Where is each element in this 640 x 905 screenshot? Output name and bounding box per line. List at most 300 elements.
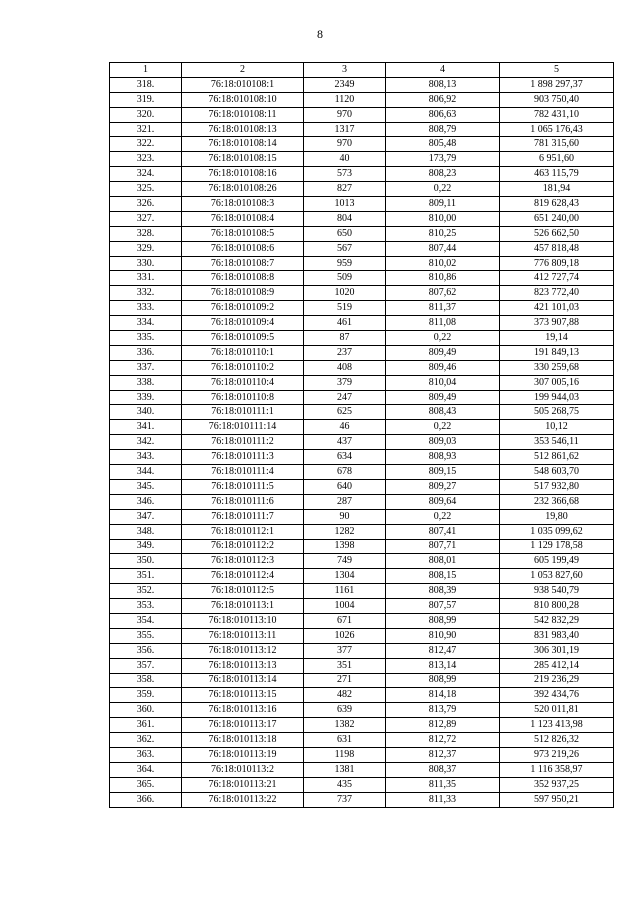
row-number-cell: 329. [110,241,182,256]
table-row [110,539,614,554]
rate-cell: 811,08 [386,316,500,331]
row-number-cell: 332. [110,286,182,301]
cadastral-number-cell: 76:18:010108:4 [182,211,304,226]
header-col-1: 1 [110,63,182,78]
rate-cell: 812,37 [386,747,500,762]
area-cell: 1398 [304,539,386,554]
rate-cell: 808,43 [386,405,500,420]
rate-cell: 173,79 [386,152,500,167]
table-row [110,658,614,673]
cadastral-number-cell: 76:18:010113:21 [182,777,304,792]
cadastral-number-cell: 76:18:010111:2 [182,435,304,450]
row-number-cell: 341. [110,420,182,435]
row-number-cell: 320. [110,107,182,122]
rate-cell: 810,02 [386,256,500,271]
cadastral-number-cell: 76:18:010108:7 [182,256,304,271]
area-cell: 2349 [304,77,386,92]
value-cell: 181,94 [500,182,614,197]
table-row [110,554,614,569]
cadastral-number-cell: 76:18:010111:4 [182,465,304,480]
value-cell: 542 832,29 [500,613,614,628]
value-cell: 782 431,10 [500,107,614,122]
cadastral-number-cell: 76:18:010108:11 [182,107,304,122]
area-cell: 1381 [304,762,386,777]
value-cell: 10,12 [500,420,614,435]
page-number: 8 [317,27,323,41]
row-number-cell: 349. [110,539,182,554]
header-col-3: 3 [304,63,386,78]
table-row [110,137,614,152]
table-row [110,286,614,301]
area-cell: 1161 [304,584,386,599]
value-cell: 938 540,79 [500,584,614,599]
cadastral-number-cell: 76:18:010111:3 [182,450,304,465]
row-number-cell: 336. [110,345,182,360]
value-cell: 421 101,03 [500,301,614,316]
table-row [110,331,614,346]
table-row [110,479,614,494]
row-number-cell: 328. [110,226,182,241]
row-number-cell: 364. [110,762,182,777]
value-cell: 330 259,68 [500,360,614,375]
area-cell: 1304 [304,569,386,584]
table-row [110,777,614,792]
value-cell: 1 898 297,37 [500,77,614,92]
cadastral-number-cell: 76:18:010110:1 [182,345,304,360]
value-cell: 819 628,43 [500,197,614,212]
table-row [110,375,614,390]
table-row [110,77,614,92]
row-number-cell: 339. [110,390,182,405]
row-number-cell: 361. [110,718,182,733]
cadastral-number-cell: 76:18:010111:1 [182,405,304,420]
area-cell: 1198 [304,747,386,762]
cadastral-number-cell: 76:18:010108:26 [182,182,304,197]
cadastral-number-cell: 76:18:010108:15 [182,152,304,167]
row-number-cell: 338. [110,375,182,390]
row-number-cell: 330. [110,256,182,271]
value-cell: 1 035 099,62 [500,524,614,539]
row-number-cell: 351. [110,569,182,584]
rate-cell: 806,92 [386,92,500,107]
cadastral-number-cell: 76:18:010112:3 [182,554,304,569]
rate-cell: 805,48 [386,137,500,152]
area-cell: 437 [304,435,386,450]
area-cell: 1013 [304,197,386,212]
row-number-cell: 356. [110,643,182,658]
table-row [110,92,614,107]
row-number-cell: 334. [110,316,182,331]
table-row [110,152,614,167]
row-number-cell: 344. [110,465,182,480]
table-header-row [110,63,614,78]
rate-cell: 0,22 [386,331,500,346]
cadastral-number-cell: 76:18:010109:5 [182,331,304,346]
area-cell: 567 [304,241,386,256]
cadastral-number-cell: 76:18:010109:4 [182,316,304,331]
table-row [110,405,614,420]
value-cell: 353 546,11 [500,435,614,450]
rate-cell: 810,25 [386,226,500,241]
area-cell: 351 [304,658,386,673]
row-number-cell: 343. [110,450,182,465]
table-row [110,211,614,226]
row-number-cell: 362. [110,733,182,748]
area-cell: 737 [304,792,386,807]
value-cell: 19,80 [500,509,614,524]
value-cell: 412 727,74 [500,271,614,286]
value-cell: 373 907,88 [500,316,614,331]
value-cell: 973 219,26 [500,747,614,762]
table-row [110,316,614,331]
header-col-4: 4 [386,63,500,78]
row-number-cell: 352. [110,584,182,599]
table-row [110,584,614,599]
rate-cell: 809,64 [386,494,500,509]
value-cell: 1 123 413,98 [500,718,614,733]
table-row [110,167,614,182]
table-row [110,301,614,316]
row-number-cell: 337. [110,360,182,375]
cadastral-number-cell: 76:18:010108:13 [182,122,304,137]
table-row [110,345,614,360]
table-row [110,509,614,524]
cadastral-number-cell: 76:18:010112:1 [182,524,304,539]
rate-cell: 810,86 [386,271,500,286]
cadastral-number-cell: 76:18:010108:14 [182,137,304,152]
row-number-cell: 359. [110,688,182,703]
value-cell: 285 412,14 [500,658,614,673]
area-cell: 408 [304,360,386,375]
area-cell: 959 [304,256,386,271]
rate-cell: 807,62 [386,286,500,301]
value-cell: 903 750,40 [500,92,614,107]
area-cell: 287 [304,494,386,509]
value-cell: 512 861,62 [500,450,614,465]
area-cell: 804 [304,211,386,226]
row-number-cell: 319. [110,92,182,107]
cadastral-number-cell: 76:18:010108:6 [182,241,304,256]
rate-cell: 808,79 [386,122,500,137]
rate-cell: 810,90 [386,628,500,643]
rate-cell: 814,18 [386,688,500,703]
cadastral-number-cell: 76:18:010108:8 [182,271,304,286]
table-row [110,360,614,375]
rate-cell: 810,04 [386,375,500,390]
table-row [110,703,614,718]
area-cell: 46 [304,420,386,435]
table-row [110,271,614,286]
row-number-cell: 318. [110,77,182,92]
rate-cell: 809,15 [386,465,500,480]
table-row [110,450,614,465]
table-row [110,256,614,271]
cadastral-number-cell: 76:18:010113:16 [182,703,304,718]
row-number-cell: 360. [110,703,182,718]
value-cell: 219 236,29 [500,673,614,688]
row-number-cell: 353. [110,599,182,614]
rate-cell: 807,44 [386,241,500,256]
cadastral-number-cell: 76:18:010110:8 [182,390,304,405]
value-cell: 1 116 358,97 [500,762,614,777]
area-cell: 90 [304,509,386,524]
table-row [110,569,614,584]
cadastral-number-cell: 76:18:010112:4 [182,569,304,584]
row-number-cell: 327. [110,211,182,226]
value-cell: 512 826,32 [500,733,614,748]
value-cell: 823 772,40 [500,286,614,301]
area-cell: 1026 [304,628,386,643]
area-cell: 461 [304,316,386,331]
cadastral-number-cell: 76:18:010113:18 [182,733,304,748]
rate-cell: 812,47 [386,643,500,658]
cadastral-number-cell: 76:18:010112:5 [182,584,304,599]
rate-cell: 811,33 [386,792,500,807]
rate-cell: 808,37 [386,762,500,777]
cadastral-number-cell: 76:18:010108:9 [182,286,304,301]
area-cell: 482 [304,688,386,703]
area-cell: 970 [304,137,386,152]
row-number-cell: 345. [110,479,182,494]
rate-cell: 809,03 [386,435,500,450]
row-number-cell: 366. [110,792,182,807]
rate-cell: 808,01 [386,554,500,569]
cadastral-number-cell: 76:18:010113:14 [182,673,304,688]
area-cell: 237 [304,345,386,360]
cadastral-number-cell: 76:18:010113:19 [182,747,304,762]
value-cell: 19,14 [500,331,614,346]
value-cell: 352 937,25 [500,777,614,792]
area-cell: 247 [304,390,386,405]
area-cell: 271 [304,673,386,688]
area-cell: 377 [304,643,386,658]
table-row [110,226,614,241]
area-cell: 1382 [304,718,386,733]
area-cell: 40 [304,152,386,167]
cadastral-number-cell: 76:18:010108:1 [182,77,304,92]
rate-cell: 807,71 [386,539,500,554]
rate-cell: 808,15 [386,569,500,584]
table-row [110,390,614,405]
value-cell: 605 199,49 [500,554,614,569]
cadastral-number-cell: 76:18:010113:17 [182,718,304,733]
value-cell: 526 662,50 [500,226,614,241]
table-row [110,643,614,658]
row-number-cell: 350. [110,554,182,569]
area-cell: 1120 [304,92,386,107]
rate-cell: 808,39 [386,584,500,599]
cadastral-number-cell: 76:18:010113:1 [182,599,304,614]
row-number-cell: 323. [110,152,182,167]
table-body [110,77,614,807]
table-row [110,762,614,777]
area-cell: 634 [304,450,386,465]
rate-cell: 0,22 [386,182,500,197]
cadastral-number-cell: 76:18:010108:5 [182,226,304,241]
rate-cell: 812,89 [386,718,500,733]
value-cell: 191 849,13 [500,345,614,360]
value-cell: 776 809,18 [500,256,614,271]
rate-cell: 808,93 [386,450,500,465]
table-row [110,673,614,688]
value-cell: 831 983,40 [500,628,614,643]
rate-cell: 812,72 [386,733,500,748]
cadastral-number-cell: 76:18:010111:5 [182,479,304,494]
value-cell: 232 366,68 [500,494,614,509]
row-number-cell: 326. [110,197,182,212]
value-cell: 517 932,80 [500,479,614,494]
cadastral-number-cell: 76:18:010108:10 [182,92,304,107]
rate-cell: 808,23 [386,167,500,182]
rate-cell: 809,46 [386,360,500,375]
row-number-cell: 321. [110,122,182,137]
table-row [110,122,614,137]
row-number-cell: 358. [110,673,182,688]
table-row [110,718,614,733]
rate-cell: 813,14 [386,658,500,673]
rate-cell: 809,11 [386,197,500,212]
row-number-cell: 348. [110,524,182,539]
row-number-cell: 340. [110,405,182,420]
cadastral-number-cell: 76:18:010113:2 [182,762,304,777]
table-row [110,420,614,435]
row-number-cell: 363. [110,747,182,762]
area-cell: 639 [304,703,386,718]
table-row [110,197,614,212]
value-cell: 199 944,03 [500,390,614,405]
table-row [110,613,614,628]
cadastral-number-cell: 76:18:010113:15 [182,688,304,703]
rate-cell: 810,00 [386,211,500,226]
table-row [110,494,614,509]
rate-cell: 806,63 [386,107,500,122]
area-cell: 650 [304,226,386,241]
row-number-cell: 322. [110,137,182,152]
value-cell: 306 301,19 [500,643,614,658]
row-number-cell: 324. [110,167,182,182]
rate-cell: 807,57 [386,599,500,614]
value-cell: 463 115,79 [500,167,614,182]
row-number-cell: 357. [110,658,182,673]
cadastral-number-cell: 76:18:010113:13 [182,658,304,673]
rate-cell: 809,49 [386,390,500,405]
area-cell: 678 [304,465,386,480]
table-row [110,182,614,197]
value-cell: 1 065 176,43 [500,122,614,137]
value-cell: 505 268,75 [500,405,614,420]
cadastral-number-cell: 76:18:010108:16 [182,167,304,182]
table-row [110,241,614,256]
area-cell: 827 [304,182,386,197]
cadastral-number-cell: 76:18:010113:10 [182,613,304,628]
value-cell: 597 950,21 [500,792,614,807]
value-cell: 1 129 178,58 [500,539,614,554]
value-cell: 307 005,16 [500,375,614,390]
row-number-cell: 333. [110,301,182,316]
row-number-cell: 347. [110,509,182,524]
cadastral-number-cell: 76:18:010111:7 [182,509,304,524]
area-cell: 1004 [304,599,386,614]
cadastral-number-cell: 76:18:010113:12 [182,643,304,658]
cadastral-number-cell: 76:18:010113:22 [182,792,304,807]
rate-cell: 809,49 [386,345,500,360]
row-number-cell: 331. [110,271,182,286]
rate-cell: 808,99 [386,613,500,628]
table-row [110,733,614,748]
area-cell: 1282 [304,524,386,539]
table-row [110,465,614,480]
area-cell: 87 [304,331,386,346]
cadastral-number-cell: 76:18:010110:2 [182,360,304,375]
cadastral-number-cell: 76:18:010111:14 [182,420,304,435]
cadastral-number-cell: 76:18:010110:4 [182,375,304,390]
area-cell: 749 [304,554,386,569]
area-cell: 379 [304,375,386,390]
area-cell: 671 [304,613,386,628]
row-number-cell: 342. [110,435,182,450]
area-cell: 573 [304,167,386,182]
table-row [110,628,614,643]
cadastral-number-cell: 76:18:010111:6 [182,494,304,509]
value-cell: 651 240,00 [500,211,614,226]
table-row [110,435,614,450]
rate-cell: 807,41 [386,524,500,539]
header-col-2: 2 [182,63,304,78]
land-plots-table [109,62,614,808]
value-cell: 1 053 827,60 [500,569,614,584]
rate-cell: 811,35 [386,777,500,792]
rate-cell: 809,27 [386,479,500,494]
rate-cell: 808,99 [386,673,500,688]
area-cell: 435 [304,777,386,792]
row-number-cell: 354. [110,613,182,628]
table-row [110,792,614,807]
area-cell: 1317 [304,122,386,137]
value-cell: 392 434,76 [500,688,614,703]
area-cell: 1020 [304,286,386,301]
cadastral-number-cell: 76:18:010109:2 [182,301,304,316]
rate-cell: 811,37 [386,301,500,316]
area-cell: 631 [304,733,386,748]
cadastral-number-cell: 76:18:010108:3 [182,197,304,212]
area-cell: 970 [304,107,386,122]
row-number-cell: 355. [110,628,182,643]
rate-cell: 0,22 [386,509,500,524]
rate-cell: 813,79 [386,703,500,718]
row-number-cell: 335. [110,331,182,346]
table-row [110,747,614,762]
value-cell: 520 011,81 [500,703,614,718]
row-number-cell: 365. [110,777,182,792]
rate-cell: 808,13 [386,77,500,92]
value-cell: 6 951,60 [500,152,614,167]
row-number-cell: 346. [110,494,182,509]
value-cell: 457 818,48 [500,241,614,256]
area-cell: 519 [304,301,386,316]
area-cell: 625 [304,405,386,420]
rate-cell: 0,22 [386,420,500,435]
table-row [110,524,614,539]
header-col-5: 5 [500,63,614,78]
area-cell: 640 [304,479,386,494]
value-cell: 548 603,70 [500,465,614,480]
value-cell: 781 315,60 [500,137,614,152]
table-row [110,107,614,122]
cadastral-number-cell: 76:18:010112:2 [182,539,304,554]
row-number-cell: 325. [110,182,182,197]
value-cell: 810 800,28 [500,599,614,614]
cadastral-number-cell: 76:18:010113:11 [182,628,304,643]
